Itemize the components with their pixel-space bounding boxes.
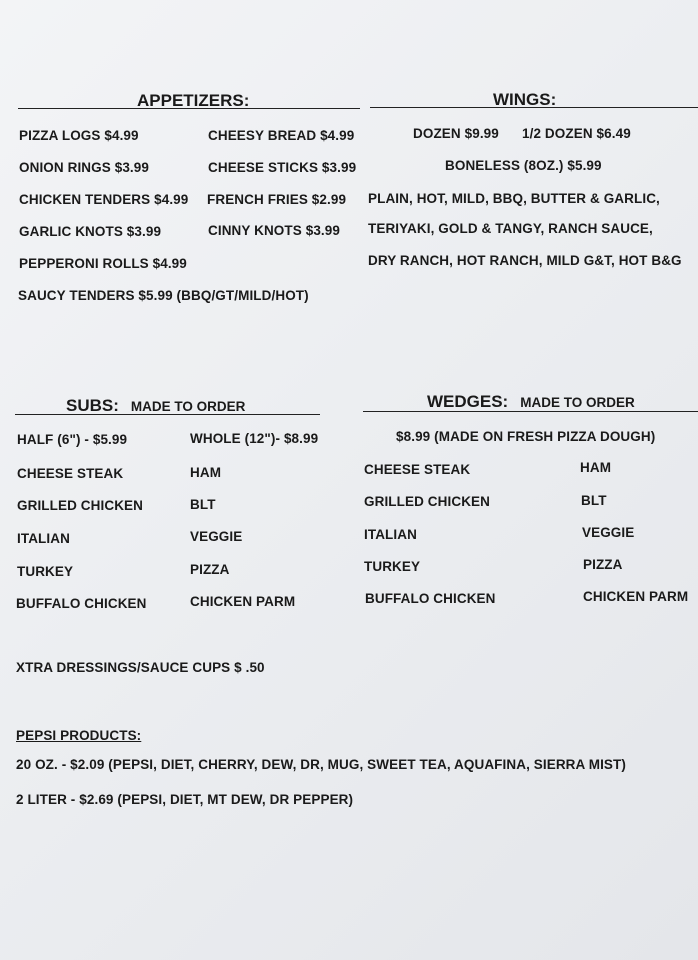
wedge-item: BUFFALO CHICKEN	[365, 591, 496, 606]
appetizer-item: PEPPERONI ROLLS $4.99	[19, 256, 187, 271]
wedge-item: HAM	[580, 460, 612, 475]
wedge-item: BLT	[581, 493, 607, 508]
appetizer-item: CHEESY BREAD $4.99	[208, 128, 355, 143]
sub-item: BLT	[190, 497, 216, 512]
appetizer-item: PIZZA LOGS $4.99	[19, 128, 139, 143]
appetizer-item: CHICKEN TENDERS $4.99	[19, 192, 189, 207]
sub-item: ITALIAN	[17, 531, 70, 546]
wings-dozen: DOZEN $9.99	[413, 126, 499, 141]
sub-item: HAM	[190, 465, 222, 480]
wings-flavors-line: PLAIN, HOT, MILD, BBQ, BUTTER & GARLIC,	[368, 191, 660, 206]
pepsi-2-liter: 2 LITER - $2.69 (PEPSI, DIET, MT DEW, DR PEPPER)	[16, 792, 354, 807]
wings-half-dozen: 1/2 DOZEN $6.49	[522, 126, 631, 141]
appetizer-item: ONION RINGS $3.99	[19, 160, 149, 175]
sub-item: TURKEY	[17, 564, 74, 579]
subs-title: SUBS:	[66, 396, 119, 415]
appetizer-item: SAUCY TENDERS $5.99 (BBQ/GT/MILD/HOT)	[18, 288, 309, 303]
wedges-price: $8.99 (MADE ON FRESH PIZZA DOUGH)	[396, 429, 656, 444]
appetizer-item: CHEESE STICKS $3.99	[208, 160, 357, 175]
subs-heading	[66, 396, 245, 416]
appetizers-heading: APPETIZERS:	[137, 91, 250, 110]
wedge-item: CHICKEN PARM	[583, 589, 689, 604]
wings-flavors-line: TERIYAKI, GOLD & TANGY, RANCH SAUCE,	[368, 221, 653, 236]
wedge-item: VEGGIE	[582, 525, 635, 540]
sub-item: GRILLED CHICKEN	[17, 498, 143, 513]
sub-item: CHICKEN PARM	[190, 594, 296, 609]
subs-half-price: HALF (6") - $5.99	[17, 432, 128, 447]
sub-item: VEGGIE	[190, 529, 243, 544]
wedge-item: ITALIAN	[364, 527, 417, 542]
sub-item: CHEESE STEAK	[17, 466, 124, 481]
wings-flavors-line: DRY RANCH, HOT RANCH, MILD G&T, HOT B&G	[368, 253, 682, 268]
wedge-item: TURKEY	[364, 559, 421, 574]
subs-whole-price: WHOLE (12")- $8.99	[190, 431, 319, 446]
wedges-title: WEDGES:	[427, 392, 509, 411]
appetizer-item: GARLIC KNOTS $3.99	[19, 224, 162, 239]
wedges-heading	[427, 392, 635, 412]
appetizer-item: CINNY KNOTS $3.99	[208, 223, 340, 238]
sub-item: PIZZA	[190, 562, 230, 577]
wings-boneless: BONELESS (8OZ.) $5.99	[445, 158, 602, 173]
wedges-subtitle: MADE TO ORDER	[520, 395, 635, 410]
subs-subtitle: MADE TO ORDER	[130, 399, 246, 414]
wedge-item: CHEESE STEAK	[364, 462, 471, 477]
pepsi-heading: PEPSI PRODUCTS:	[16, 728, 142, 743]
pepsi-20oz: 20 OZ. - $2.09 (PEPSI, DIET, CHERRY, DEW, DR, MUG, SWEET TEA, AQUAFINA, SIERRA MIST)	[16, 757, 626, 772]
wedge-item: GRILLED CHICKEN	[364, 494, 490, 509]
sub-item: BUFFALO CHICKEN	[16, 596, 147, 611]
extras-note: XTRA DRESSINGS/SAUCE CUPS $ .50	[16, 660, 265, 675]
wedge-item: PIZZA	[583, 557, 623, 572]
wings-heading: WINGS:	[493, 90, 557, 109]
appetizer-item: FRENCH FRIES $2.99	[207, 192, 347, 207]
